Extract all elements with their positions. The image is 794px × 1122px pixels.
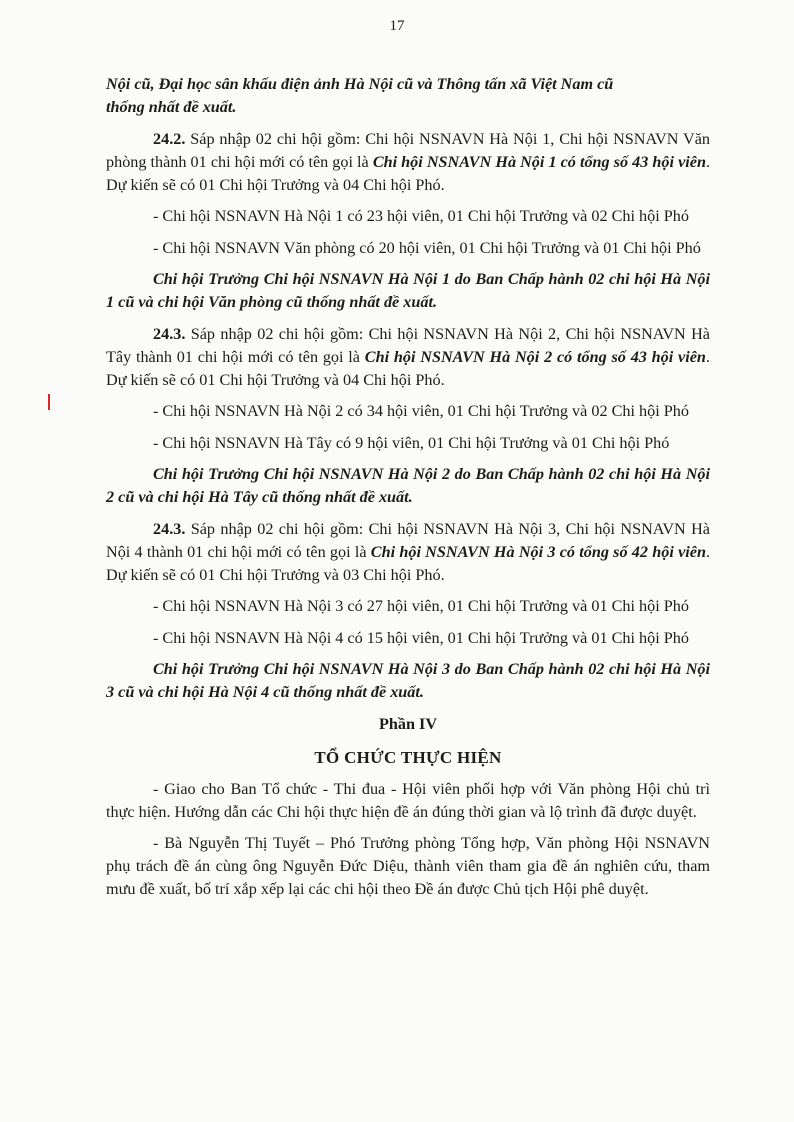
part-title: TỔ CHỨC THỰC HIỆN — [314, 747, 502, 767]
page-number: 17 — [389, 18, 405, 34]
section-lead — [106, 128, 710, 197]
section-number: 24.3. — [153, 324, 186, 343]
new-chapter-name: Chi hội NSNAVN Hà Nội 3 có tổng số 42 hội viên — [370, 542, 706, 561]
intro-line-2: thống nhất đề xuất. — [106, 98, 237, 116]
chapter-item: - Chi hội NSNAVN Hà Tây có 9 hội viên, 01 Chi hội Trưởng và 01 Chi hội Phó — [153, 433, 670, 452]
implementation-paragraph: - Bà Nguyễn Thị Tuyết – Phó Trưởng phòng Tổng hợp, Văn phòng Hội NSNAVN phụ trách đề án cùng ông Nguyễn Đức Diệu, thành viên tham gia đề án nghiên cứu, tham mưu đề xuất, bố trí xắp xếp lại các chi hội theo Đề án được Chủ tịch Hội phê duyệt. — [106, 834, 710, 898]
section-lead — [106, 518, 710, 587]
intro-line-1: Nội cũ, Đại học sân khấu điện ảnh Hà Nội cũ và Thông tấn xã Việt Nam cũ — [106, 75, 614, 93]
section-lead-text: Sáp nhập 02 chi hội gồm: Chi hội NSNAVN Hà Nội 2, Chi hội NSNAVN Hà Tây thành 01 chi hội mới có tên gọi là — [106, 324, 710, 366]
section-lead — [106, 323, 710, 392]
section-conclusion: Chi hội Trưởng Chi hội NSNAVN Hà Nội 1 do Ban Chấp hành 02 chi hội Hà Nội 1 cũ và chi hội Văn phòng cũ thống nhất đề xuất. — [106, 270, 710, 311]
chapter-item: - Chi hội NSNAVN Hà Nội 3 có 27 hội viên, 01 Chi hội Trưởng và 01 Chi hội Phó — [153, 597, 689, 615]
part-label: Phần IV — [378, 714, 438, 733]
section-lead-tail: . Dự kiến sẽ có 01 Chi hội Trưởng và 03 Chi hội Phó. — [106, 542, 710, 584]
new-chapter-name: Chi hội NSNAVN Hà Nội 1 có tổng số 43 hội viên — [372, 152, 706, 171]
section-conclusion: Chi hội Trưởng Chi hội NSNAVN Hà Nội 3 do Ban Chấp hành 02 chi hội Hà Nội 3 cũ và chi hội Hà Nội 4 cũ thống nhất đề xuất. — [106, 660, 710, 701]
section-lead-text: Sáp nhập 02 chi hội gồm: Chi hội NSNAVN Hà Nội 1, Chi hội NSNAVN Văn phòng thành 01 chi hội mới có tên gọi là — [106, 129, 710, 171]
margin-mark — [48, 394, 50, 410]
chapter-item: - Chi hội NSNAVN Văn phòng có 20 hội viên, 01 Chi hội Trưởng và 01 Chi hội Phó — [153, 238, 701, 257]
chapter-item: - Chi hội NSNAVN Hà Nội 4 có 15 hội viên, 01 Chi hội Trưởng và 01 Chi hội Phó — [153, 628, 689, 647]
chapter-item: - Chi hội NSNAVN Hà Nội 1 có 23 hội viên, 01 Chi hội Trưởng và 02 Chi hội Phó — [153, 207, 689, 225]
section-number: 24.2. — [153, 129, 186, 148]
chapter-item: - Chi hội NSNAVN Hà Nội 2 có 34 hội viên, 01 Chi hội Trưởng và 02 Chi hội Phó — [153, 402, 689, 420]
intro-paragraph — [106, 73, 710, 119]
document-body — [106, 73, 710, 910]
section-conclusion: Chi hội Trưởng Chi hội NSNAVN Hà Nội 2 do Ban Chấp hành 02 chi hội Hà Nội 2 cũ và chi hội Hà Tây cũ thống nhất đề xuất. — [106, 465, 710, 506]
section-lead-text: Sáp nhập 02 chi hội gồm: Chi hội NSNAVN Hà Nội 3, Chi hội NSNAVN Hà Nội 4 thành 01 chi hội mới có tên gọi là — [106, 519, 710, 561]
section-lead-tail: . Dự kiến sẽ có 01 Chi hội Trưởng và 04 Chi hội Phó. — [106, 152, 710, 194]
section-number: 24.3. — [153, 519, 186, 538]
new-chapter-name: Chi hội NSNAVN Hà Nội 2 có tổng số 43 hội viên — [364, 347, 706, 366]
implementation-paragraph: - Giao cho Ban Tổ chức - Thi đua - Hội viên phối hợp với Văn phòng Hội chủ trì thực hiện. Hướng dẫn các Chi hội thực hiện đề án đúng thời gian và lộ trình đã được duyệt. — [106, 779, 710, 821]
section-lead-tail: . Dự kiến sẽ có 01 Chi hội Trưởng và 04 Chi hội Phó. — [106, 347, 710, 389]
